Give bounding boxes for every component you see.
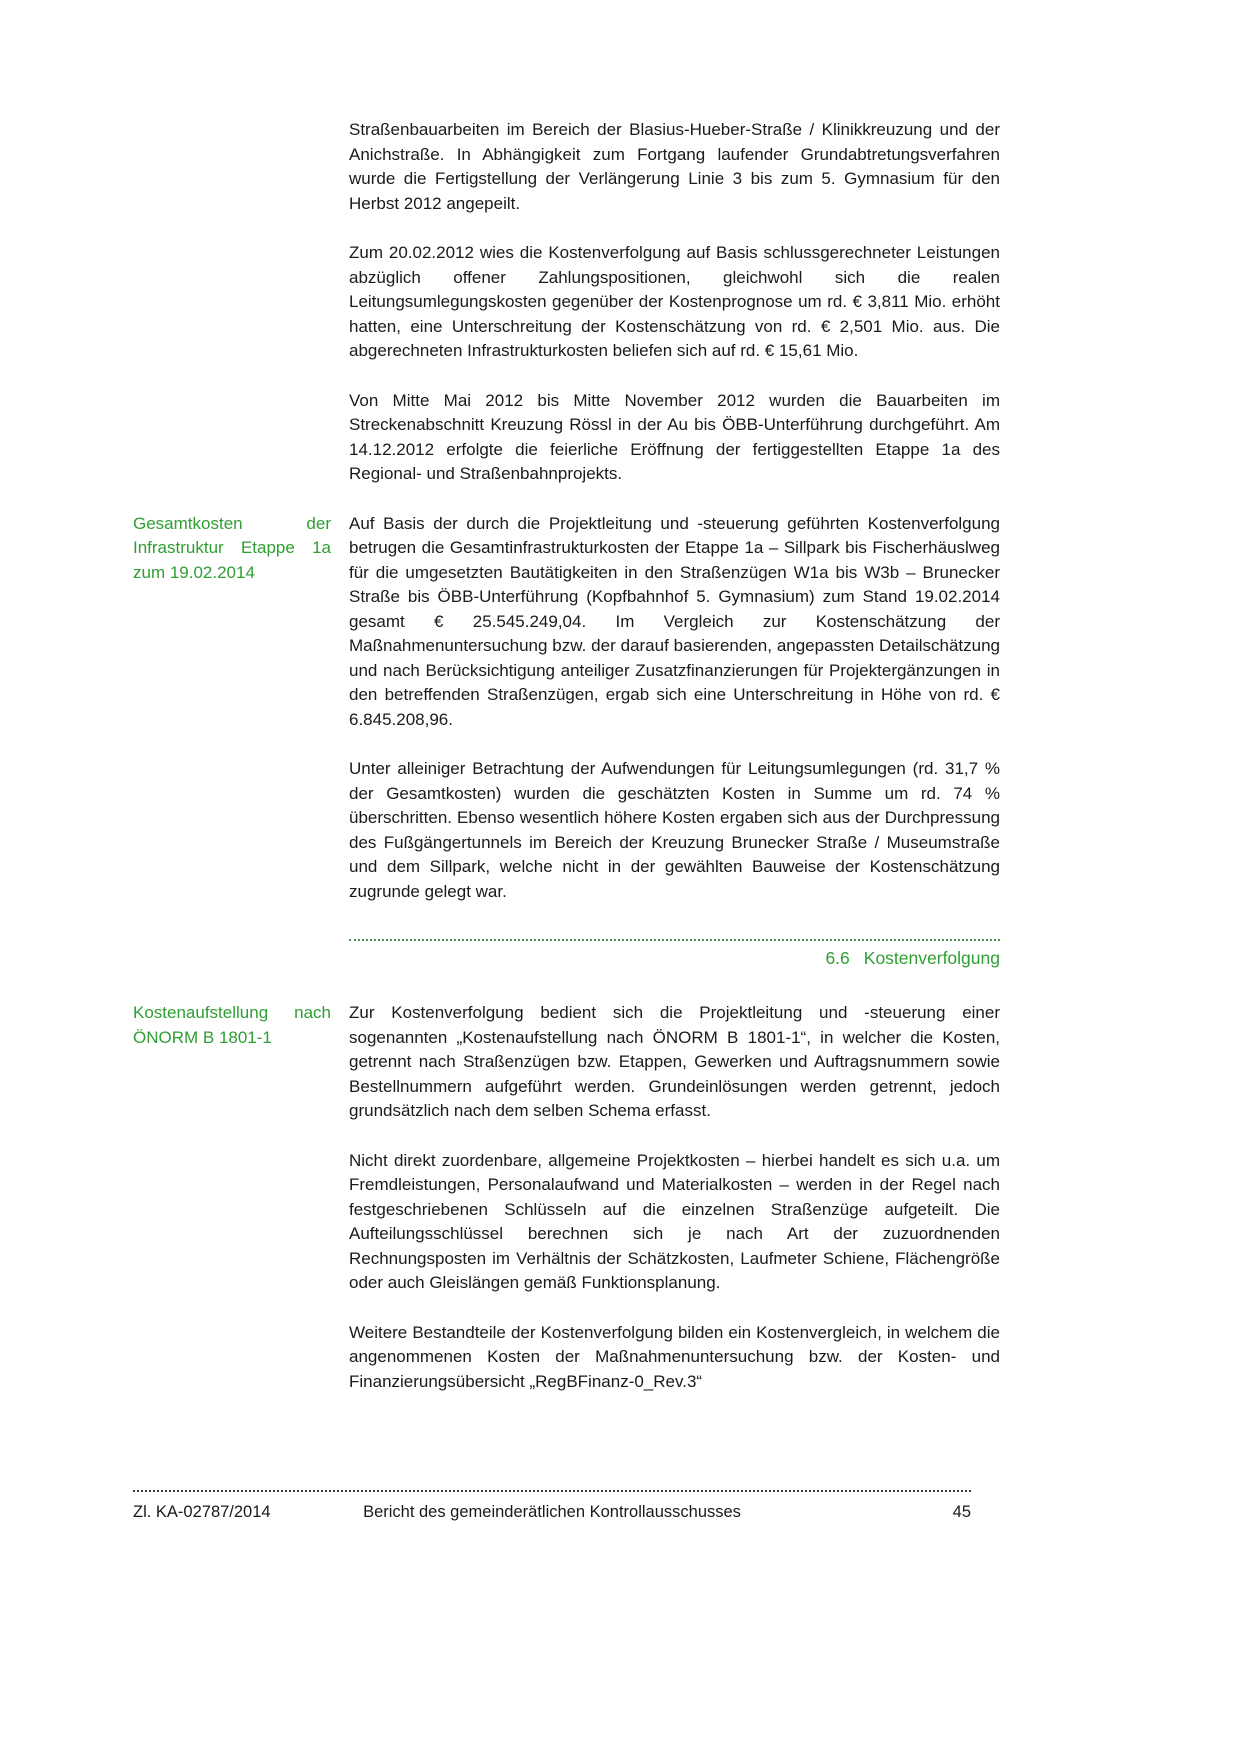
content-row [133,757,1000,929]
text-column [349,389,1000,512]
section-heading-block [349,939,1000,971]
body-paragraph: Zum 20.02.2012 wies die Kostenverfolgung auf Basis schlussgerechneter Leistungen abzüglich offener Zahlungspositionen, gleichwohl sich die realen Leitungsumlegungskosten gegenüber der Kostenprognose um rd. € 3,811 Mio. erhöht hatten, eine Unterschreitung der Kostenschätzung von rd. € 2,501 Mio. aus. Die abgerechneten Infrastrukturkosten beliefen sich auf rd. € 15,61 Mio. [349,243,1000,360]
text-column [349,1149,1000,1321]
text-column [349,1001,1000,1149]
text-column [349,118,1000,241]
text-column [349,757,1000,929]
body-paragraph: Zur Kostenverfolgung bedient sich die Projektleitung und -steuerung einer sogenannten „Kostenaufstellung nach ÖNORM B 1801-1“, in welcher die Kosten, getrennt nach Straßenzügen bzw. Etappen, Gewerken und Auftragsnummern sowie Bestellnummern aufgeführt werden. Grundeinlösungen werden getrennt, jedoch grundsätzlich nach dem selben Schema erfasst. [349,1003,1000,1120]
content-row [133,241,1000,389]
margin-column [133,241,349,389]
content-row [133,1149,1000,1321]
body-paragraph: Nicht direkt zuordenbare, allgemeine Projektkosten – hierbei handelt es sich u.a. um Fremdleistungen, Personalaufwand und Materialkosten – werden in der Regel nach festgeschriebenen Schlüsseln auf die einzelnen Straßenzüge aufgeteilt. Die Aufteilungsschlüssel berechnen sich je nach Art der zuzuordnenden Rechnungsposten im Verhältnis der Schätzkosten, Laufmeter Schiene, Flächengröße oder auch Gleislängen gemäß Funktionsplanung. [349,1150,1000,1292]
margin-column [133,1001,349,1149]
body-paragraph: Auf Basis der durch die Projektleitung und -steuerung geführten Kostenverfolgung betrugen die Gesamtinfrastrukturkosten der Etappe 1a – Sillpark bis Fischerhäuslweg für die umgesetzten Bautätigkeiten in den Straßenzügen W1a bis W3b – Brunecker Straße bis ÖBB-Unterführung (Kopfbahnhof 5. Gymnasium) zum Stand 19.02.2014 gesamt € 25.545.249,04. Im Vergleich zur Kostenschätzung der Maßnahmenuntersuchung bzw. der darauf basierenden, angepassten Detailschätzung und nach Berücksichtigung anteiliger Zusatzfinanzierungen für Projektergänzungen in den betreffenden Straßenzügen, ergab sich eine Unterschreitung in Höhe von rd. € 6.845.208,96. [349,513,1000,729]
section-title: Kostenverfolgung [863,948,1000,968]
margin-column [133,929,349,1001]
margin-column [133,1149,349,1321]
body-paragraph: Von Mitte Mai 2012 bis Mitte November 2012 wurden die Bauarbeiten im Streckenabschnitt Kreuzung Rössl in der Au bis ÖBB-Unterführung durchgeführt. Am 14.12.2012 erfolgte die feierliche Eröffnung der fertiggestellten Etappe 1a des Regional- und Straßenbahnprojekts. [349,390,1000,483]
footer-page-number: 45 [952,1503,971,1521]
margin-column [133,512,349,758]
footer-report-title: Bericht des gemeinderätlichen Kontrollausschusses [363,1503,741,1521]
margin-column [133,389,349,512]
section-divider-dotted-line [349,939,1000,941]
page-footer [133,1490,971,1523]
content-row [133,118,1000,241]
margin-column [133,757,349,929]
content-row [133,929,1000,1001]
content-row [133,389,1000,512]
body-paragraph: Weitere Bestandteile der Kostenverfolgung bilden ein Kostenvergleich, in welchem die angenommenen Kosten der Maßnahmenuntersuchung bzw. der Kosten- und Finanzierungsübersicht „RegBFinanz-0_Rev.3“ [349,1322,1000,1391]
content-row [133,512,1000,758]
margin-note: Gesamtkosten der Infrastruktur Etappe 1a zum 19.02.2014 [133,513,331,582]
footer-reference-number: Zl. KA-02787/2014 [133,1503,271,1521]
content-row [133,1001,1000,1149]
text-column [349,1321,1000,1420]
text-column [349,241,1000,389]
section-heading [349,945,1000,971]
section-number: 6.6 [825,948,850,968]
body-paragraph: Straßenbauarbeiten im Bereich der Blasius-Hueber-Straße / Klinikkreuzung und der Anichstraße. In Abhängigkeit zum Fortgang laufender Grundabtretungsverfahren wurde die Fertigstellung der Verlängerung Linie 3 bis zum 5. Gymnasium für den Herbst 2012 angepeilt. [349,120,1000,213]
body-paragraph: Unter alleiniger Betrachtung der Aufwendungen für Leitungsumlegungen (rd. 31,7 % der Gesamtkosten) wurden die geschätzten Kosten in Summe um rd. 74 % überschritten. Ebenso wesentlich höhere Kosten ergaben sich aus der Durchpressung des Fußgängertunnels im Bereich der Kreuzung Brunecker Straße / Museumstraße und dem Sillpark, welche nicht in der gewählten Bauweise der Kostenschätzung zugrunde gelegt war. [349,759,1000,901]
margin-column [133,118,349,241]
margin-column [133,1321,349,1420]
content-row [133,1321,1000,1420]
text-column [349,512,1000,758]
margin-note: Kostenaufstellung nach ÖNORM B 1801-1 [133,1003,331,1047]
footer-dotted-line [133,1490,971,1492]
footer-text-row [133,1501,971,1523]
page-content [133,118,1000,1419]
